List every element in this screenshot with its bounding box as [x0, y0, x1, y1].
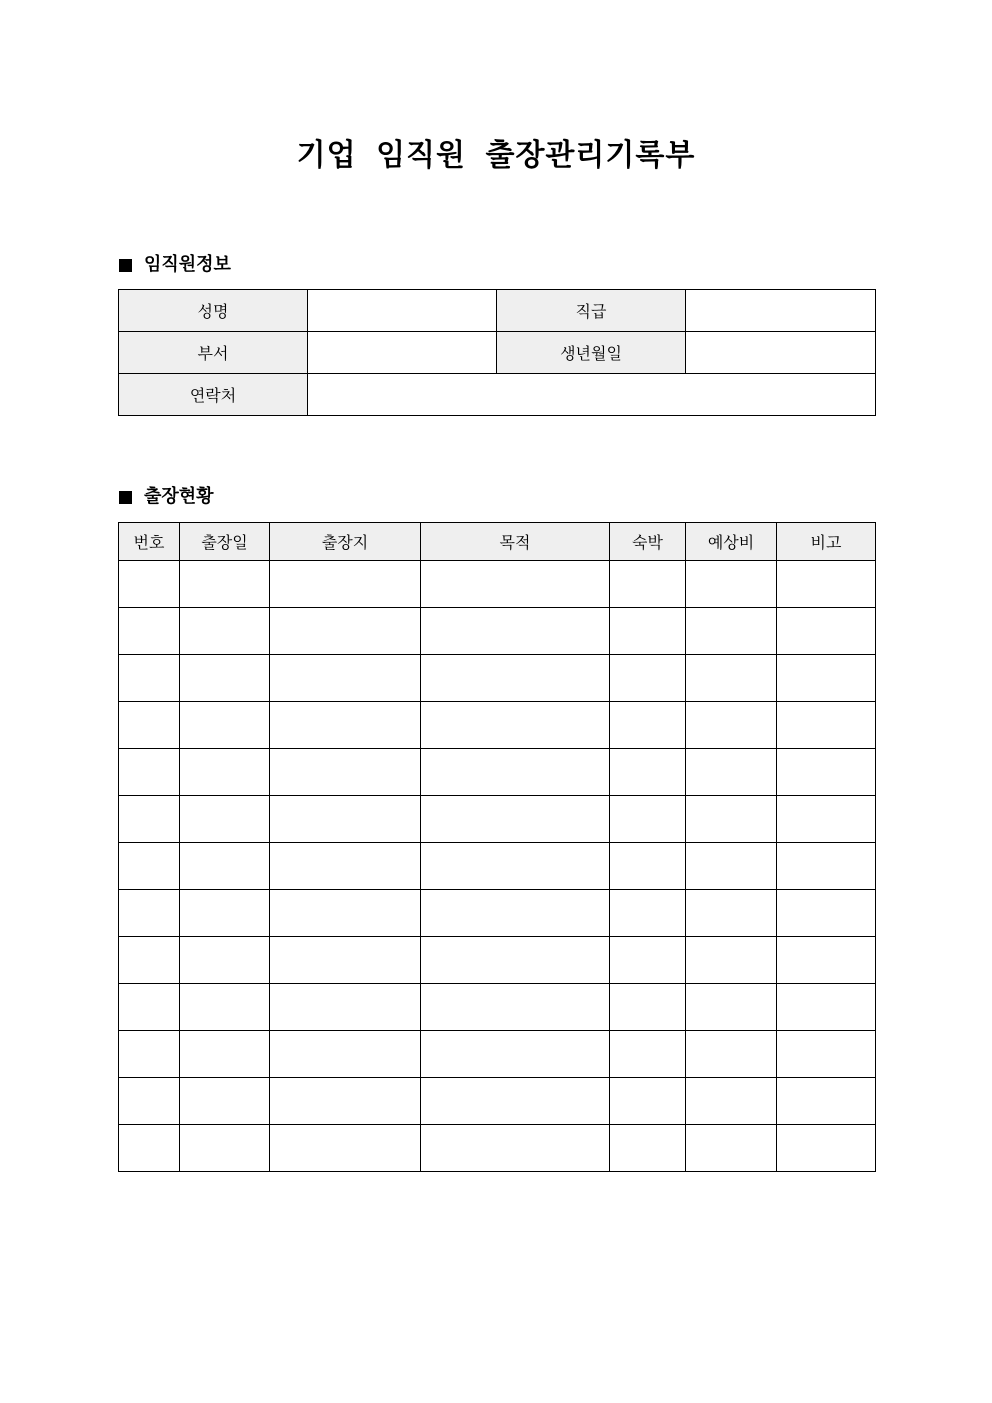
table-row: [119, 655, 876, 702]
remarks-cell[interactable]: [777, 608, 876, 655]
remarks-cell[interactable]: [777, 749, 876, 796]
employee-info-heading: [119, 252, 231, 278]
document-title: 기업 임직원 출장관리기록부: [296, 138, 696, 173]
destination-cell[interactable]: [270, 561, 421, 608]
black-square-icon: [119, 259, 132, 272]
estimated-cost-cell[interactable]: [686, 890, 777, 937]
table-row: [119, 290, 876, 332]
purpose-cell[interactable]: [421, 1125, 610, 1172]
purpose-cell[interactable]: [421, 890, 610, 937]
employee-info-table: [118, 289, 876, 416]
lodging-cell[interactable]: [610, 655, 686, 702]
destination-cell[interactable]: [270, 1031, 421, 1078]
trip-date-cell[interactable]: [180, 1078, 270, 1125]
table-row: [119, 561, 876, 608]
remarks-cell[interactable]: [777, 984, 876, 1031]
table-row: [119, 843, 876, 890]
destination-cell[interactable]: [270, 608, 421, 655]
table-row: [119, 1125, 876, 1172]
number-cell[interactable]: [119, 702, 180, 749]
number-cell[interactable]: [119, 843, 180, 890]
number-cell[interactable]: [119, 1031, 180, 1078]
table-row: [119, 374, 876, 416]
trip-status-heading-text: 출장현황: [144, 486, 214, 507]
remarks-cell[interactable]: [777, 937, 876, 984]
table-row: [119, 702, 876, 749]
purpose-cell[interactable]: [421, 561, 610, 608]
column-header-destination: 출장지: [270, 523, 421, 561]
lodging-cell[interactable]: [610, 1078, 686, 1125]
table-row: [119, 1031, 876, 1078]
estimated-cost-cell[interactable]: [686, 796, 777, 843]
remarks-cell[interactable]: [777, 796, 876, 843]
trip-date-cell[interactable]: [180, 749, 270, 796]
purpose-cell[interactable]: [421, 1078, 610, 1125]
purpose-cell[interactable]: [421, 655, 610, 702]
destination-cell[interactable]: [270, 843, 421, 890]
remarks-cell[interactable]: [777, 843, 876, 890]
trip-date-cell[interactable]: [180, 561, 270, 608]
estimated-cost-cell[interactable]: [686, 655, 777, 702]
trip-date-cell[interactable]: [180, 608, 270, 655]
number-cell[interactable]: [119, 561, 180, 608]
department-label: 부서: [119, 332, 308, 374]
number-cell[interactable]: [119, 1125, 180, 1172]
estimated-cost-cell[interactable]: [686, 843, 777, 890]
number-cell[interactable]: [119, 608, 180, 655]
lodging-cell[interactable]: [610, 1031, 686, 1078]
trip-date-cell[interactable]: [180, 937, 270, 984]
trip-status-heading: [119, 484, 214, 510]
lodging-cell[interactable]: [610, 890, 686, 937]
remarks-cell[interactable]: [777, 1078, 876, 1125]
lodging-cell[interactable]: [610, 749, 686, 796]
number-cell[interactable]: [119, 655, 180, 702]
black-square-icon: [119, 491, 132, 504]
lodging-cell[interactable]: [610, 843, 686, 890]
column-header-trip-date: 출장일: [180, 523, 270, 561]
remarks-cell[interactable]: [777, 890, 876, 937]
trip-date-cell[interactable]: [180, 843, 270, 890]
column-header-remarks: 비고: [777, 523, 876, 561]
estimated-cost-cell[interactable]: [686, 937, 777, 984]
trip-date-cell[interactable]: [180, 796, 270, 843]
table-row: [119, 796, 876, 843]
column-header-lodging: 숙박: [610, 523, 686, 561]
number-cell[interactable]: [119, 984, 180, 1031]
destination-cell[interactable]: [270, 890, 421, 937]
estimated-cost-cell[interactable]: [686, 608, 777, 655]
lodging-cell[interactable]: [610, 984, 686, 1031]
purpose-cell[interactable]: [421, 608, 610, 655]
purpose-cell[interactable]: [421, 702, 610, 749]
remarks-cell[interactable]: [777, 1031, 876, 1078]
birthdate-field[interactable]: [686, 332, 876, 374]
column-header-purpose: 목적: [421, 523, 610, 561]
table-row: [119, 1078, 876, 1125]
trip-status-table: [118, 522, 876, 1172]
trip-date-cell[interactable]: [180, 984, 270, 1031]
estimated-cost-cell[interactable]: [686, 1078, 777, 1125]
name-field[interactable]: [308, 290, 497, 332]
number-cell[interactable]: [119, 749, 180, 796]
estimated-cost-cell[interactable]: [686, 749, 777, 796]
number-cell[interactable]: [119, 1078, 180, 1125]
purpose-cell[interactable]: [421, 937, 610, 984]
lodging-cell[interactable]: [610, 937, 686, 984]
birthdate-label: 생년월일: [497, 332, 686, 374]
number-cell[interactable]: [119, 890, 180, 937]
purpose-cell[interactable]: [421, 843, 610, 890]
destination-cell[interactable]: [270, 655, 421, 702]
table-row: [119, 608, 876, 655]
column-header-estimated-cost: 예상비: [686, 523, 777, 561]
estimated-cost-cell[interactable]: [686, 561, 777, 608]
destination-cell[interactable]: [270, 937, 421, 984]
estimated-cost-cell[interactable]: [686, 984, 777, 1031]
remarks-cell[interactable]: [777, 655, 876, 702]
table-row: [119, 749, 876, 796]
remarks-cell[interactable]: [777, 1125, 876, 1172]
purpose-cell[interactable]: [421, 984, 610, 1031]
purpose-cell[interactable]: [421, 796, 610, 843]
estimated-cost-cell[interactable]: [686, 1031, 777, 1078]
estimated-cost-cell[interactable]: [686, 702, 777, 749]
trip-date-cell[interactable]: [180, 1125, 270, 1172]
lodging-cell[interactable]: [610, 608, 686, 655]
remarks-cell[interactable]: [777, 561, 876, 608]
purpose-cell[interactable]: [421, 749, 610, 796]
table-row: [119, 332, 876, 374]
trip-date-cell[interactable]: [180, 702, 270, 749]
lodging-cell[interactable]: [610, 561, 686, 608]
lodging-cell[interactable]: [610, 1125, 686, 1172]
employee-info-heading-text: 임직원정보: [144, 254, 231, 275]
table-row: [119, 890, 876, 937]
destination-cell[interactable]: [270, 1125, 421, 1172]
lodging-cell[interactable]: [610, 796, 686, 843]
name-label: 성명: [119, 290, 308, 332]
purpose-cell[interactable]: [421, 1031, 610, 1078]
trip-date-cell[interactable]: [180, 1031, 270, 1078]
rank-field[interactable]: [686, 290, 876, 332]
table-row: [119, 984, 876, 1031]
lodging-cell[interactable]: [610, 702, 686, 749]
destination-cell[interactable]: [270, 749, 421, 796]
department-field[interactable]: [308, 332, 497, 374]
contact-field[interactable]: [308, 374, 876, 416]
destination-cell[interactable]: [270, 796, 421, 843]
contact-label: 연락처: [119, 374, 308, 416]
destination-cell[interactable]: [270, 702, 421, 749]
destination-cell[interactable]: [270, 984, 421, 1031]
remarks-cell[interactable]: [777, 702, 876, 749]
table-row: [119, 937, 876, 984]
number-cell[interactable]: [119, 796, 180, 843]
estimated-cost-cell[interactable]: [686, 1125, 777, 1172]
table-header-row: [119, 523, 876, 561]
number-cell[interactable]: [119, 937, 180, 984]
rank-label: 직급: [497, 290, 686, 332]
trip-date-cell[interactable]: [180, 655, 270, 702]
trip-date-cell[interactable]: [180, 890, 270, 937]
column-header-number: 번호: [119, 523, 180, 561]
destination-cell[interactable]: [270, 1078, 421, 1125]
